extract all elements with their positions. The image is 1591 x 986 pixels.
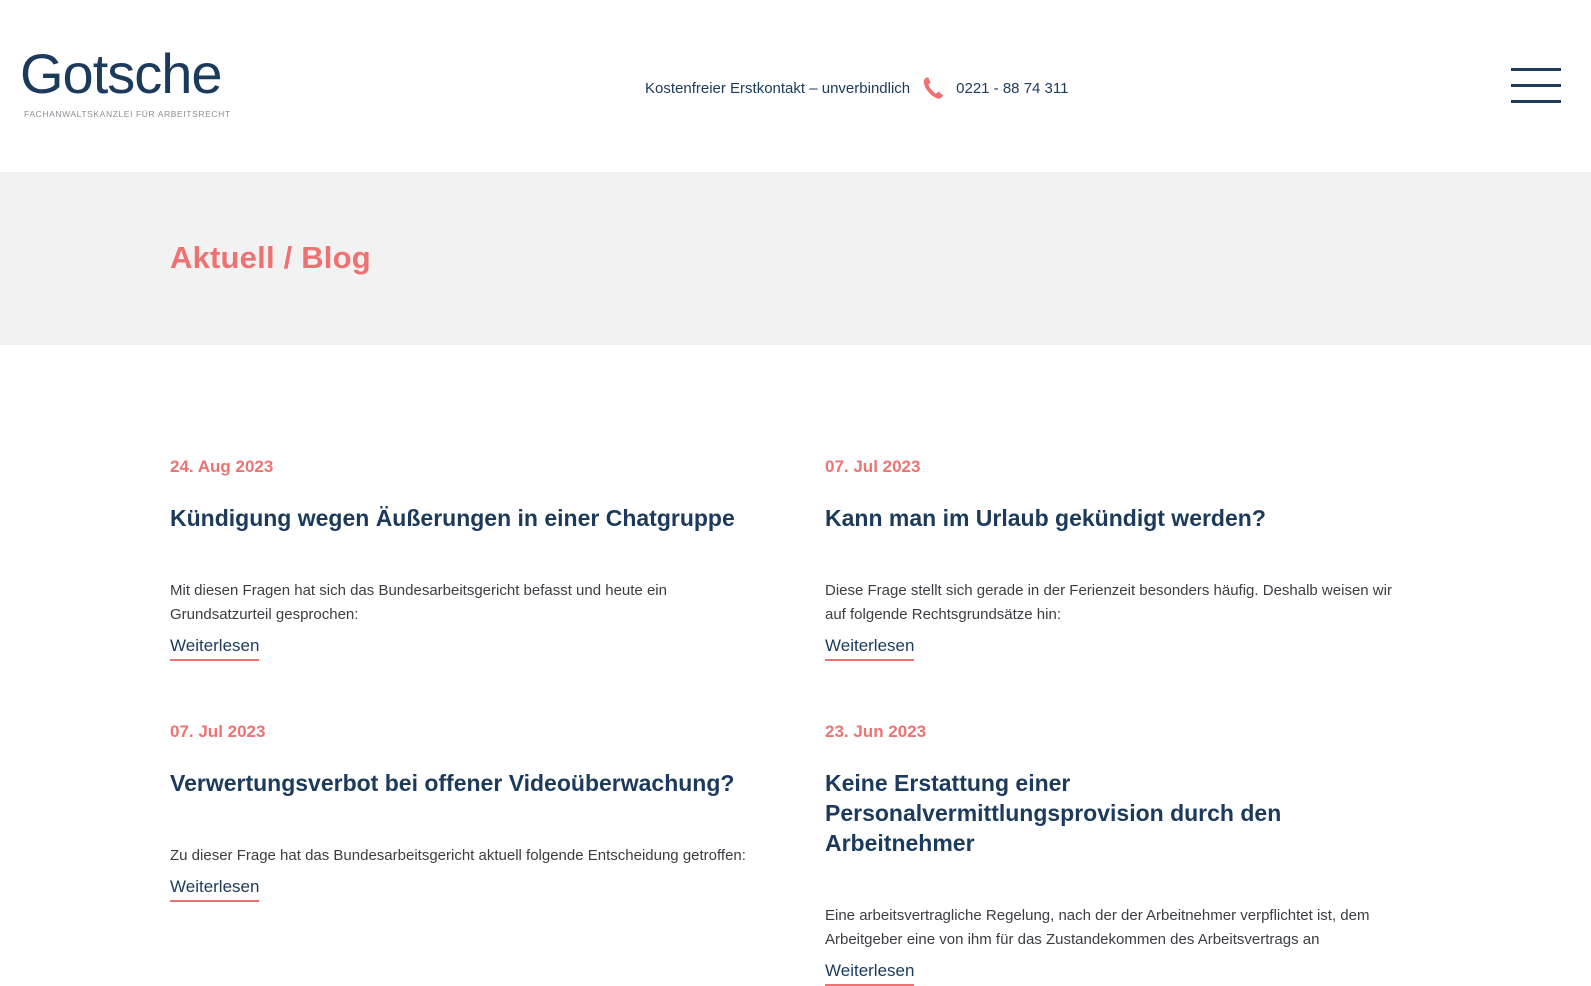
- menu-bar-middle: [1511, 84, 1561, 87]
- article-excerpt: Eine arbeitsvertragliche Regelung, nach der der Arbeitnehmer verpflichtet ist, dem Arbeitgeber eine von ihm für das Zustandekommen des Arbeitsvertrags an: [825, 907, 1370, 948]
- article-date: 24. Aug 2023: [170, 457, 274, 476]
- article-date: 23. Jun 2023: [825, 722, 927, 741]
- article-date: 07. Jul 2023: [170, 722, 266, 741]
- article-card: [825, 722, 1415, 986]
- read-more-link[interactable]: Weiterlesen: [825, 961, 914, 986]
- contact-bar: [645, 76, 1068, 100]
- article-title[interactable]: Kann man im Urlaub gekündigt werden?: [825, 505, 1266, 531]
- menu-bar-bottom: [1511, 100, 1561, 103]
- article-card: [825, 457, 1415, 661]
- hero-band: [0, 172, 1591, 345]
- article-excerpt: Diese Frage stellt sich gerade in der Ferienzeit besonders häufig. Deshalb weisen wir auf folgende Rechtsgrundsätze hin:: [825, 582, 1392, 623]
- phone-number-link[interactable]: 0221 - 88 74 311: [956, 79, 1069, 97]
- article-excerpt: Mit diesen Fragen hat sich das Bundesarbeitsgericht befasst und heute ein Grundsatzurteil gesprochen:: [170, 582, 667, 623]
- article-title[interactable]: Verwertungsverbot bei offener Videoüberwachung?: [170, 770, 735, 796]
- page-title: Aktuell / Blog: [170, 240, 371, 275]
- article-card: [170, 457, 765, 661]
- hamburger-menu-icon[interactable]: [1511, 68, 1561, 104]
- contact-label: Kostenfreier Erstkontakt – unverbindlich: [645, 79, 911, 97]
- logo-wordmark: Gotsche: [20, 42, 222, 105]
- article-title[interactable]: Keine Erstattung einer Personalvermittlungsprovision durch den Arbeitnehmer: [825, 770, 1282, 856]
- article-card: [170, 722, 765, 902]
- article-excerpt: Zu dieser Frage hat das Bundesarbeitsgericht aktuell folgende Entscheidung getroffen:: [170, 847, 746, 864]
- read-more-link[interactable]: Weiterlesen: [825, 636, 914, 661]
- logo[interactable]: [20, 42, 260, 119]
- site-header: [0, 0, 1591, 172]
- article-title[interactable]: Kündigung wegen Äußerungen in einer Chatgruppe: [170, 505, 735, 531]
- read-more-link[interactable]: Weiterlesen: [170, 877, 259, 902]
- phone-icon[interactable]: [922, 76, 944, 100]
- read-more-link[interactable]: Weiterlesen: [170, 636, 259, 661]
- logo-tagline: FACHANWALTSKANZLEI FÜR ARBEITSRECHT: [24, 109, 231, 119]
- menu-bar-top: [1511, 68, 1561, 71]
- article-date: 07. Jul 2023: [825, 457, 921, 476]
